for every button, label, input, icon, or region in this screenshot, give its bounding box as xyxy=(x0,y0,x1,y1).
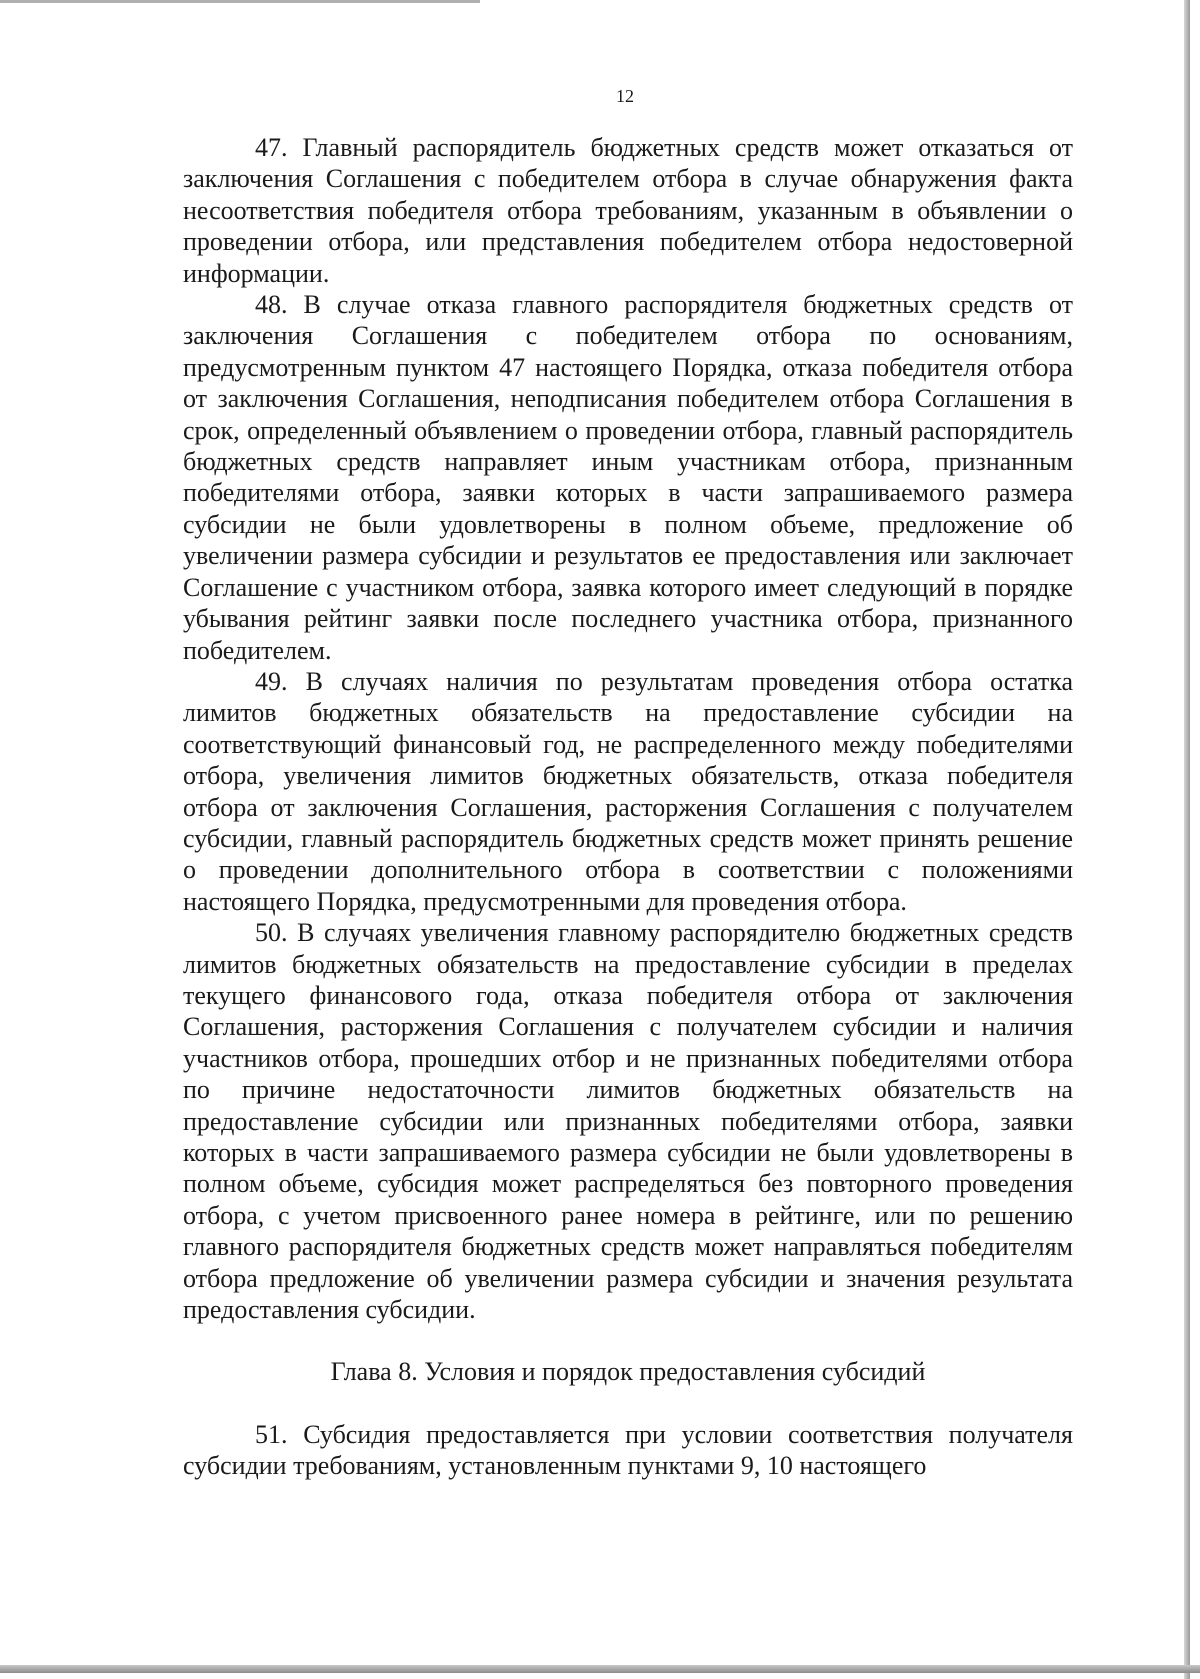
paragraph-50: 50. В случаях увеличения главному распорядителю бюджетных средств лимитов бюджетных обязательств на предоставление субсидии в пределах текущего финансового года, отказа победителя отбора от заключения Соглашения, расторжения Соглашения с получателем субсидии и наличия участников отбора, прошедших отбор и не признанных победителями отбора по причине недостаточности лимитов бюджетных обязательств на предоставление субсидии или признанных победителями отбора, заявки которых в части запрашиваемого размера субсидии не были удовлетворены в полном объеме, субсидия может распределяться без повторного проведения отбора, с учетом присвоенного ранее номера в рейтинге, или по решению главного распорядителя бюджетных средств может направляться победителям отбора предложение об увеличении размера субсидии и значения результата предоставления субсидии. xyxy=(183,918,1073,1325)
paragraph-51: 51. Субсидия предоставляется при условии соответствия получателя субсидии требованиям, установленным пунктами 9, 10 настоящего xyxy=(183,1419,1073,1481)
page-number: 12 xyxy=(616,86,634,106)
scan-edge-right xyxy=(1184,0,1190,1679)
scan-edge-bottom xyxy=(0,1665,1200,1673)
document-body xyxy=(183,132,1073,1482)
scan-edge-top xyxy=(0,0,480,3)
paragraph-48: 48. В случае отказа главного распорядителя бюджетных средств от заключения Соглашения с победителем отбора по основаниям, предусмотренным пунктом 47 настоящего Порядка, отказа победителя отбора от заключения Соглашения, неподписания победителем отбора Соглашения в срок, определенный объявлением о проведении отбора, главный распорядитель бюджетных средств направляет иным участникам отбора, признанным победителями отбора, заявки которых в части запрашиваемого размера субсидии не были удовлетворены в полном объеме, предложение об увеличении размера субсидии и результатов ее предоставления или заключает Соглашение с участником отбора, заявка которого имеет следующий в порядке убывания рейтинг заявки после последнего участника отбора, признанного победителем. xyxy=(183,290,1073,665)
chapter-heading: Глава 8. Условия и порядок предоставления субсидий xyxy=(330,1357,926,1387)
paragraph-47: 47. Главный распорядитель бюджетных средств может отказаться от заключения Соглашения с победителем отбора в случае обнаружения факта несоответствия победителя отбора требованиям, указанным в объявлении о проведении отбора, или представления победителем отбора недостоверной информации. xyxy=(183,133,1073,288)
paragraph-49: 49. В случаях наличия по результатам проведения отбора остатка лимитов бюджетных обязательств на предоставление субсидии на соответствующий финансовый год, не распределенного между победителями отбора, увеличения лимитов бюджетных обязательств, отказа победителя отбора от заключения Соглашения, расторжения Соглашения с получателем субсидии, главный распорядитель бюджетных средств может принять решение о проведении дополнительного отбора в соответствии с положениями настоящего Порядка, предусмотренными для проведения отбора. xyxy=(183,666,1073,916)
